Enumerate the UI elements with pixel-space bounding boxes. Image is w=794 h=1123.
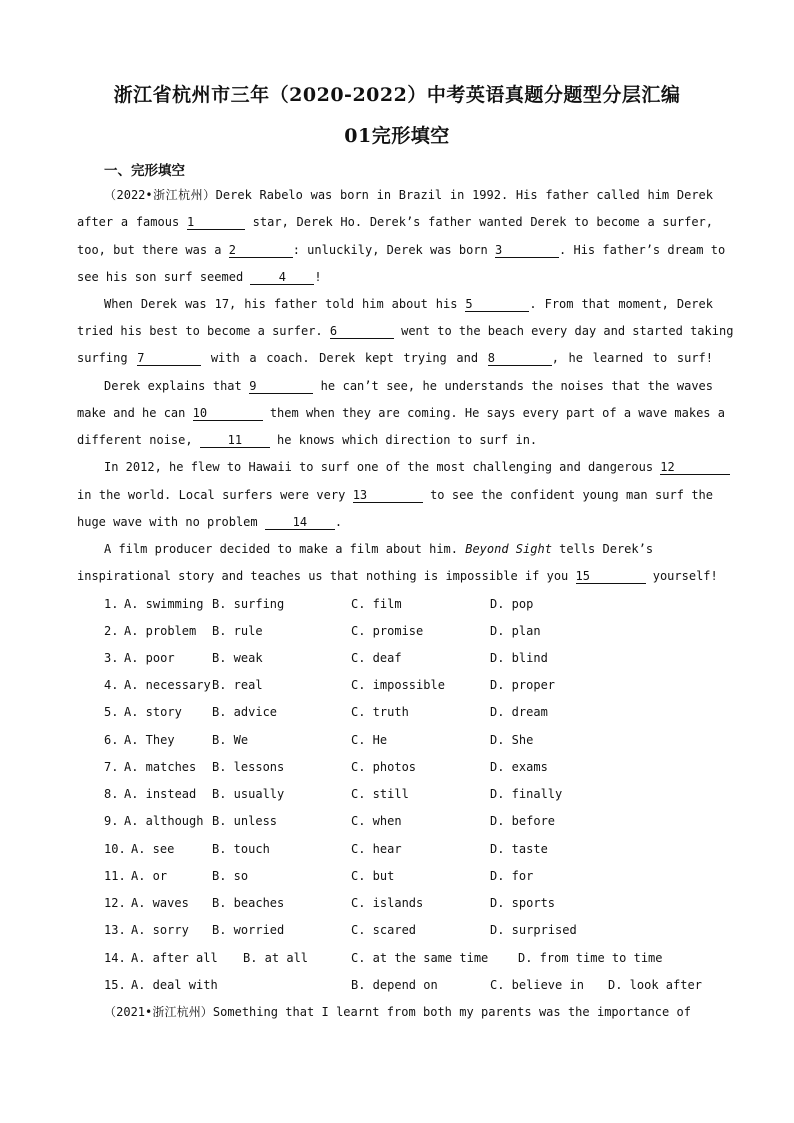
blank-4: 4 xyxy=(250,271,314,285)
question-number: 1. xyxy=(104,597,119,611)
option-d[interactable]: D. exams xyxy=(490,760,548,774)
option-a[interactable]: A. They xyxy=(124,733,175,747)
option-d[interactable]: D. plan xyxy=(490,624,541,638)
option-c[interactable]: C. truth xyxy=(351,705,409,719)
passage-line: too, but there was a 2 : unluckily, Derek was born 3 . His father’s dream to xyxy=(77,243,726,257)
blank-9: 9 xyxy=(249,380,313,394)
question-number: 10. xyxy=(104,842,126,856)
option-d[interactable]: D. look after xyxy=(608,978,702,992)
option-c[interactable]: C. still xyxy=(351,787,409,801)
option-c[interactable]: C. hear xyxy=(351,842,402,856)
option-c[interactable]: C. He xyxy=(351,733,388,747)
passage-source: （2021•浙江杭州） xyxy=(104,1005,213,1019)
option-b[interactable]: B. We xyxy=(212,733,249,747)
option-c[interactable]: C. promise xyxy=(351,624,424,638)
option-a[interactable]: A. although xyxy=(124,814,204,828)
option-a[interactable]: A. poor xyxy=(124,651,175,665)
blank-7: 7 xyxy=(137,352,201,366)
option-d[interactable]: D. surprised xyxy=(490,923,577,937)
option-a[interactable]: A. waves xyxy=(131,896,189,910)
option-c[interactable]: C. islands xyxy=(351,896,424,910)
blank-11: 11 xyxy=(200,434,270,448)
film-title: Beyond Sight xyxy=(465,542,552,556)
blank-13: 13 xyxy=(353,489,423,503)
option-d[interactable]: D. taste xyxy=(490,842,548,856)
passage-source: （2022•浙江杭州） xyxy=(104,188,216,202)
passage-line: see his son surf seemed 4 ! xyxy=(77,270,322,284)
blank-2: 2 xyxy=(229,244,293,258)
option-d[interactable]: D. dream xyxy=(490,705,548,719)
passage-line: tried his best to become a surfer. 6 went to the beach every day and started taking xyxy=(77,324,734,338)
blank-1: 1 xyxy=(187,216,245,230)
option-c[interactable]: C. believe in xyxy=(490,978,584,992)
blank-3: 3 xyxy=(495,244,559,258)
option-b[interactable]: B. rule xyxy=(212,624,263,638)
option-b[interactable]: B. usually xyxy=(212,787,285,801)
option-c[interactable]: C. scared xyxy=(351,923,417,937)
blank-5: 5 xyxy=(465,298,529,312)
option-b[interactable]: B. worried xyxy=(212,923,285,937)
option-a[interactable]: A. problem xyxy=(124,624,197,638)
option-d[interactable]: D. for xyxy=(490,869,534,883)
passage-line: In 2012, he flew to Hawaii to surf one of the most challenging and dangerous 12 xyxy=(104,459,713,475)
blank-15: 15 xyxy=(576,570,646,584)
passage-line: （2021•浙江杭州）Something that I learnt from both my parents was the importance of xyxy=(104,1005,691,1019)
option-c[interactable]: C. but xyxy=(351,869,395,883)
blank-8: 8 xyxy=(488,352,552,366)
question-number: 9. xyxy=(104,814,119,828)
passage-line: different noise, 11 he knows which direction to surf in. xyxy=(77,433,538,447)
option-d[interactable]: D. proper xyxy=(490,678,556,692)
passage-line: after a famous 1 star, Derek Ho. Derek’s father wanted Derek to become a surfer, xyxy=(77,215,714,229)
option-a[interactable]: A. necessary xyxy=(124,678,211,692)
option-c[interactable]: C. when xyxy=(351,814,402,828)
blank-10: 10 xyxy=(193,407,263,421)
document-title: 浙江省杭州市三年（2020-2022）中考英语真题分题型分层汇编 xyxy=(113,84,681,106)
option-a[interactable]: A. sorry xyxy=(131,923,189,937)
option-a[interactable]: A. swimming xyxy=(124,597,204,611)
option-d[interactable]: D. blind xyxy=(490,651,548,665)
option-d[interactable]: D. She xyxy=(490,733,534,747)
question-number: 12. xyxy=(104,896,126,910)
question-number: 13. xyxy=(104,923,126,937)
option-c[interactable]: C. impossible xyxy=(351,678,445,692)
option-b[interactable]: B. touch xyxy=(212,842,270,856)
question-number: 2. xyxy=(104,624,119,638)
option-b[interactable]: B. surfing xyxy=(212,597,285,611)
blank-12: 12 xyxy=(660,461,730,475)
question-number: 5. xyxy=(104,705,119,719)
option-b[interactable]: B. depend on xyxy=(351,978,438,992)
question-number: 4. xyxy=(104,678,119,692)
question-number: 8. xyxy=(104,787,119,801)
question-number: 15. xyxy=(104,978,126,992)
section-heading: 一、完形填空 xyxy=(104,163,185,179)
option-a[interactable]: A. instead xyxy=(124,787,197,801)
passage-line: （2022•浙江杭州）Derek Rabelo was born in Brazil in 1992. His father called him Derek xyxy=(104,188,714,202)
passage-line: Derek explains that 9 he can’t see, he understands the noises that the waves xyxy=(104,379,713,393)
option-a[interactable]: A. see xyxy=(131,842,175,856)
option-b[interactable]: B. advice xyxy=(212,705,278,719)
document-subtitle: 01完形填空 xyxy=(344,125,450,147)
option-a[interactable]: A. matches xyxy=(124,760,197,774)
option-c[interactable]: C. deaf xyxy=(351,651,402,665)
option-b[interactable]: B. so xyxy=(212,869,249,883)
option-a[interactable]: A. after all xyxy=(131,951,218,965)
option-b[interactable]: B. lessons xyxy=(212,760,285,774)
blank-6: 6 xyxy=(330,325,394,339)
question-number: 14. xyxy=(104,951,126,965)
option-b[interactable]: B. unless xyxy=(212,814,278,828)
question-number: 3. xyxy=(104,651,119,665)
passage-line: huge wave with no problem 14 . xyxy=(77,515,343,529)
question-number: 6. xyxy=(104,733,119,747)
option-c[interactable]: C. at the same time xyxy=(351,951,489,965)
passage-line: A film producer decided to make a film about him. Beyond Sight tells Derek’s xyxy=(104,542,654,556)
option-b[interactable]: B. weak xyxy=(212,651,263,665)
option-d[interactable]: D. from time to time xyxy=(518,951,663,965)
option-b[interactable]: B. real xyxy=(212,678,263,692)
option-d[interactable]: D. finally xyxy=(490,787,563,801)
option-d[interactable]: D. before xyxy=(490,814,556,828)
option-d[interactable]: D. sports xyxy=(490,896,556,910)
option-b[interactable]: B. beaches xyxy=(212,896,285,910)
option-a[interactable]: A. or xyxy=(131,869,168,883)
option-a[interactable]: A. story xyxy=(124,705,182,719)
option-a[interactable]: A. deal with xyxy=(131,978,218,992)
question-number: 11. xyxy=(104,869,126,883)
passage-line: in the world. Local surfers were very 13 to see the confident young man surf the xyxy=(77,488,713,502)
passage-line: make and he can 10 them when they are coming. He says every part of a wave makes a xyxy=(77,406,725,420)
option-c[interactable]: C. photos xyxy=(351,760,417,774)
option-b[interactable]: B. at all xyxy=(243,951,309,965)
blank-14: 14 xyxy=(265,516,335,530)
passage-line: inspirational story and teaches us that nothing is impossible if you 15 yourself! xyxy=(77,569,718,583)
question-number: 7. xyxy=(104,760,119,774)
passage-line: When Derek was 17, his father told him about his 5 . From that moment, Derek xyxy=(104,297,713,311)
option-d[interactable]: D. pop xyxy=(490,597,534,611)
option-c[interactable]: C. film xyxy=(351,597,402,611)
passage-line: surfing 7 with a coach. Derek kept trying and 8 , he learned to surf! xyxy=(77,351,714,365)
